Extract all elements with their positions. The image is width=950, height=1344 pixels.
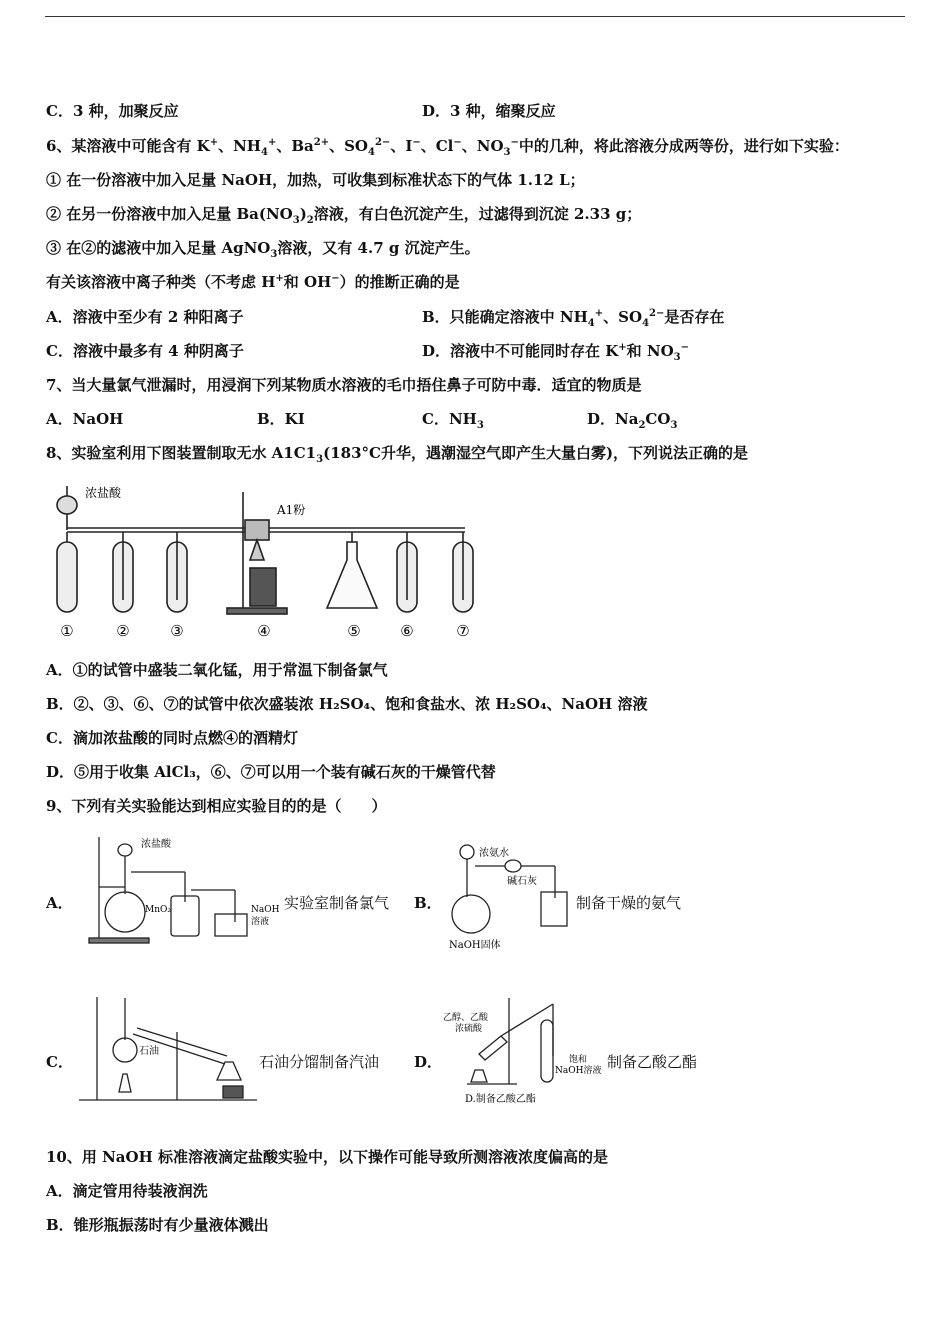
q9-option-a-label[interactable]: A． <box>46 894 73 912</box>
q9-d-fig-sat2: NaOH溶液 <box>555 1066 602 1076</box>
q8-stem: 8、实验室利用下图装置制取无水 $A1C1_3(183^\circ C$升华，遇潮湿空气即产生大量白雾)，下列说法正确的是 <box>46 444 749 465</box>
q9-a-figure <box>85 832 280 947</box>
q9-c-fig-oil: 石油 <box>139 1046 159 1057</box>
q9-option-c-label[interactable]: C． <box>46 1053 73 1071</box>
q5-option-d: D．3 种，缩聚反应 <box>422 102 556 120</box>
q9-c-caption: 石油分馏制备汽油 <box>259 1053 380 1071</box>
q8-fig-label-al: A1粉 <box>277 503 306 517</box>
q9-d-fig-reagent2: 浓硫酸 <box>455 1024 483 1034</box>
q8-fig-num-5: ⑤ <box>347 622 361 640</box>
q6-step-3: ③ 在②的滤液中加入足量 AgNO$_3$溶液，又有 4.7 g 沉淀产生。 <box>46 239 480 260</box>
q8-fig-num-6: ⑥ <box>400 622 414 640</box>
q7-option-c[interactable]: C．$NH_3$ <box>422 410 484 431</box>
q6-option-a[interactable]: A．溶液中至少有 2 种阳离子 <box>46 308 244 326</box>
q8-fig-num-3: ③ <box>170 622 184 640</box>
header-rule <box>45 16 905 17</box>
q9-b-figure <box>445 832 575 952</box>
q8-fig-num-2: ② <box>116 622 130 640</box>
q6-option-b[interactable]: B．只能确定溶液中 $NH_4^+$、$SO_4^{2-}$是否存在 <box>422 308 725 329</box>
q7-option-b[interactable]: B．KI <box>257 410 305 428</box>
q7-options <box>46 408 678 431</box>
q8-option-d[interactable]: D．⑤用于收集 AlCl₃，⑥、⑦可以用一个装有碱石灰的干燥管代替 <box>46 763 496 781</box>
q9-b-fig-solid: NaOH固体 <box>449 940 501 951</box>
q8-option-a[interactable]: A．①的试管中盛装二氧化锰，用于常温下制备氯气 <box>46 661 388 679</box>
q8-fig-label-acid: 浓盐酸 <box>85 486 122 500</box>
q10-stem: 10、用 NaOH 标准溶液滴定盐酸实验中，以下操作可能导致所测溶液浓度偏高的是 <box>46 1148 608 1166</box>
q5-option-c: C．3 种，加聚反应 <box>46 102 179 120</box>
q9-d-fig-title: D.制备乙酸乙酯 <box>465 1094 536 1105</box>
q9-stem: 9、下列有关实验能达到相应实验目的的是（ ） <box>46 797 387 815</box>
q7-stem: 7、当大量氯气泄漏时，用浸润下列某物质水溶液的毛巾捂住鼻子可防中毒．适宜的物质是 <box>46 376 642 394</box>
q9-b-fig-lime: 碱石灰 <box>507 876 537 887</box>
q10-option-a[interactable]: A．滴定管用待装液润洗 <box>46 1182 208 1200</box>
q8-option-b[interactable]: B．②、③、⑥、⑦的试管中依次盛装浓 H₂SO₄、饱和食盐水、浓 H₂SO₄、NaOH 溶液 <box>46 695 648 713</box>
q9-a-fig-naoh2: 溶液 <box>251 917 270 927</box>
q9-d-caption: 制备乙酸乙酯 <box>607 1053 698 1071</box>
q10-option-b[interactable]: B．锥形瓶振荡时有少量液体溅出 <box>46 1216 269 1234</box>
q6-options-cd <box>46 340 690 363</box>
q5-options-row <box>46 100 556 122</box>
q6-question: 有关该溶液中离子种类（不考虑 H+和 OH−）的推断正确的是 <box>46 273 460 291</box>
q9-b-caption: 制备干燥的氨气 <box>576 894 682 912</box>
q9-b-fig-ammonia: 浓氨水 <box>479 848 509 859</box>
q9-c-figure <box>77 992 257 1104</box>
q8-fig-num-4: ④ <box>257 622 271 640</box>
q6-option-c[interactable]: C．溶液中最多有 4 种阴离子 <box>46 342 244 360</box>
q9-d-fig-sat1: 饱和 <box>569 1055 588 1065</box>
q9-d-fig-reagent1: 乙醇、乙酸 <box>443 1013 489 1023</box>
q6-options-ab <box>46 306 725 329</box>
q9-a-fig-mno2: MnO₂ <box>145 905 171 915</box>
q9-option-b-label[interactable]: B． <box>414 894 442 912</box>
q8-option-c[interactable]: C．滴加浓盐酸的同时点燃④的酒精灯 <box>46 729 298 747</box>
q6-step-1: ① 在一份溶液中加入足量 NaOH，加热，可收集到标准状态下的气体 1.12 L； <box>46 171 585 189</box>
q8-fig-num-1: ① <box>60 622 74 640</box>
q9-a-fig-acid: 浓盐酸 <box>141 839 171 850</box>
q9-a-caption: 实验室制备氯气 <box>284 894 390 912</box>
q9-d-figure <box>441 996 606 1108</box>
q7-option-d[interactable]: D．$Na_2CO_3$ <box>587 410 678 431</box>
q6-step-2: ② 在另一份溶液中加入足量 $Ba(NO_3)_2$溶液，有白色沉淀产生，过滤得到沉淀 2.33 g； <box>46 205 642 226</box>
q6-stem: 6、某溶液中可能含有 K+、$NH_4^+$、$Ba^{2+}$、$SO_4^{2-}$、I−、Cl−、$NO_3^-$中的几种，将此溶液分成两等份，进行如下实验： <box>46 137 849 158</box>
q9-a-fig-naoh1: NaOH <box>251 905 280 915</box>
q7-option-a[interactable]: A．NaOH <box>46 410 124 428</box>
q6-option-d[interactable]: D．溶液中不可能同时存在 K+和 $NO_3^-$ <box>422 342 690 363</box>
q8-apparatus-figure <box>45 480 480 645</box>
q8-fig-num-7: ⑦ <box>456 622 470 640</box>
q9-option-d-label[interactable]: D． <box>414 1053 443 1071</box>
